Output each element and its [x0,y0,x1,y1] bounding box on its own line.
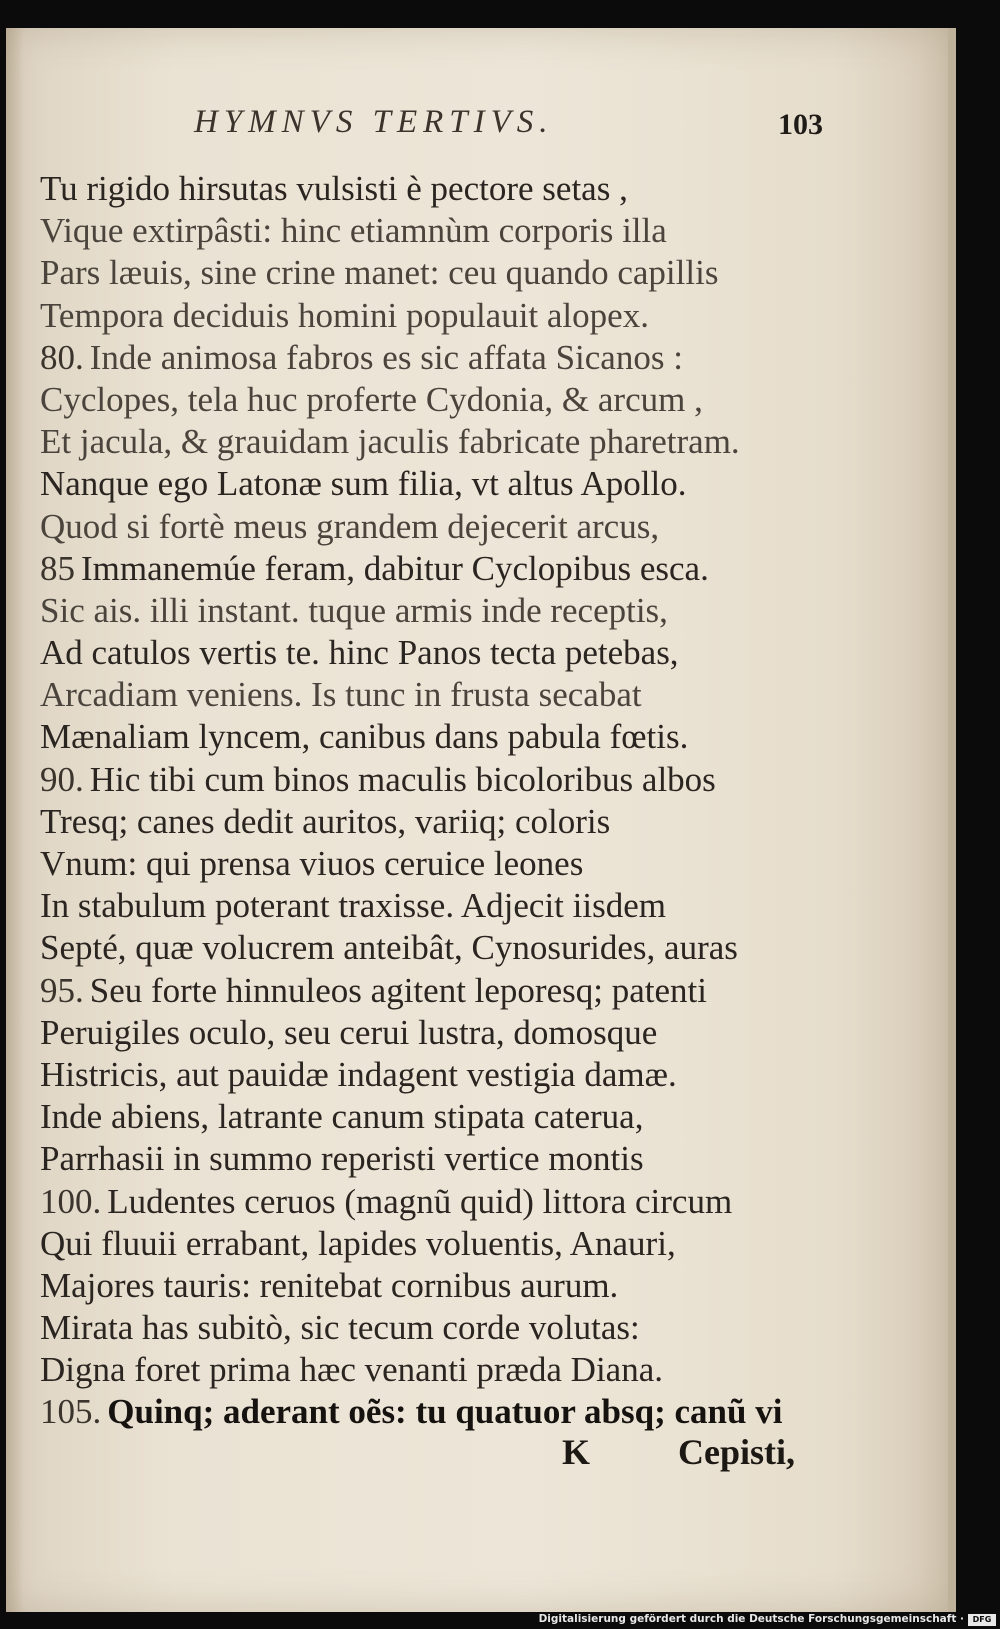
line-text: Vnum: qui prensa viuos ceruice leones [40,844,584,883]
line-text: Mirata has subitò, sic tecum corde volutas: [40,1308,640,1348]
line-text: Quinq; aderant oẽs: tu quatuor absq; canũ vi [107,1392,783,1432]
dfg-logo: DFG [968,1614,996,1626]
verse-line [40,1265,860,1307]
line-text: Ad catulos vertis te. hinc Panos tecta petebas, [40,633,679,673]
page-number: 103 [778,108,823,141]
line-text: Tresq; canes dedit auritos, variiq; coloris [40,801,611,841]
line-text: Peruigiles oculo, seu cerui lustra, domosque [40,1012,658,1052]
verse-line [40,1349,860,1391]
line-text: Nanque ego Latonæ sum filia, vt altus Apollo. [40,464,687,504]
verse-line [40,548,860,590]
verse-line [40,1012,860,1054]
line-text: Parrhasii in summo reperisti vertice montis [40,1139,644,1179]
line-text: Majores tauris: renitebat cornibus aurum. [40,1265,619,1305]
line-text: Tu rigido hirsutas vulsisti è pectore setas , [40,169,628,208]
verse-line [40,1138,860,1180]
verse-line [40,421,860,463]
line-number: 85 [40,548,75,588]
page-footer [6,1431,948,1481]
verse-line [40,970,860,1012]
catchword: Cepisti, [678,1432,795,1472]
line-number: 105. [40,1392,102,1432]
verse-line [40,463,860,505]
line-number: 90. [40,759,84,799]
line-text: Immanemúe feram, dabitur Cyclopibus esca. [81,548,709,588]
line-number: 80. [40,337,84,377]
line-text: Histricis, aut pauidæ indagent vestigia damæ. [40,1054,677,1094]
line-number: 100. [40,1181,102,1221]
line-text: In stabulum poterant traxisse. Adjecit iisdem [40,886,666,926]
verse-line [40,1054,860,1096]
line-text: Sic ais. illi instant. tuque armis inde receptis, [40,590,668,630]
line-number: 95. [40,970,84,1010]
page-header [6,104,948,164]
verse-line [40,1391,860,1433]
credit-bar [0,1612,1000,1629]
credit-text: Digitalisierung gefördert durch die Deutsche Forschungsgemeinschaft · [538,1613,964,1625]
signature-mark: K [562,1432,591,1472]
book-page [6,28,956,1612]
line-text: Mænaliam lyncem, canibus dans pabula fœtis. [40,717,689,757]
line-text: Digna foret prima hæc venanti præda Diana. [40,1350,663,1390]
running-title: HYMNVS TERTIVS. [194,104,554,140]
verse-line [40,885,860,927]
verse-line [40,295,860,337]
line-text: Inde animosa fabros es sic affata Sicanos : [89,337,683,377]
verse-line [40,1307,860,1349]
verse-line [40,843,860,885]
verse-line [40,1181,860,1223]
page-fold-shadow [6,28,24,1612]
verse-line [40,1096,860,1138]
verse-line [40,801,860,843]
verse-line [40,759,860,801]
verse-line [40,927,860,969]
verse-line [40,210,860,252]
verse-block [40,168,860,1434]
line-text: Hic tibi cum binos maculis bicoloribus albos [89,759,716,799]
line-text: Tempora deciduis homini populauit alopex. [40,295,649,335]
line-text: Cyclopes, tela huc proferte Cydonia, & arcum , [40,379,703,419]
verse-line [40,379,860,421]
line-text: Qui fluuii errabant, lapides voluentis, Anauri, [40,1223,676,1263]
line-text: Seu forte hinnuleos agitent leporesq; patenti [89,970,707,1010]
verse-line [40,632,860,674]
line-text: Vique extirpâsti: hinc etiamnùm corporis illa [40,211,667,251]
line-text: Et jacula, & grauidam jaculis fabricate pharetram. [40,422,740,462]
verse-line [40,252,860,294]
verse-line [40,506,860,548]
line-text: Inde abiens, latrante canum stipata caterua, [40,1097,644,1137]
line-text: Ludentes ceruos (magnũ quid) littora circum [107,1181,733,1221]
verse-line [40,716,860,758]
verse-line [40,590,860,632]
line-text: Septé, quæ volucrem anteibât, Cynosurides, auras [40,928,738,968]
line-text: Arcadiam veniens. Is tunc in frusta secabat [40,675,642,715]
verse-line [40,674,860,716]
line-text: Quod si fortè meus grandem dejecerit arcus, [40,506,660,546]
verse-line [40,1223,860,1265]
verse-line [40,168,860,210]
verse-line [40,337,860,379]
line-text: Pars læuis, sine crine manet: ceu quando capillis [40,253,719,293]
